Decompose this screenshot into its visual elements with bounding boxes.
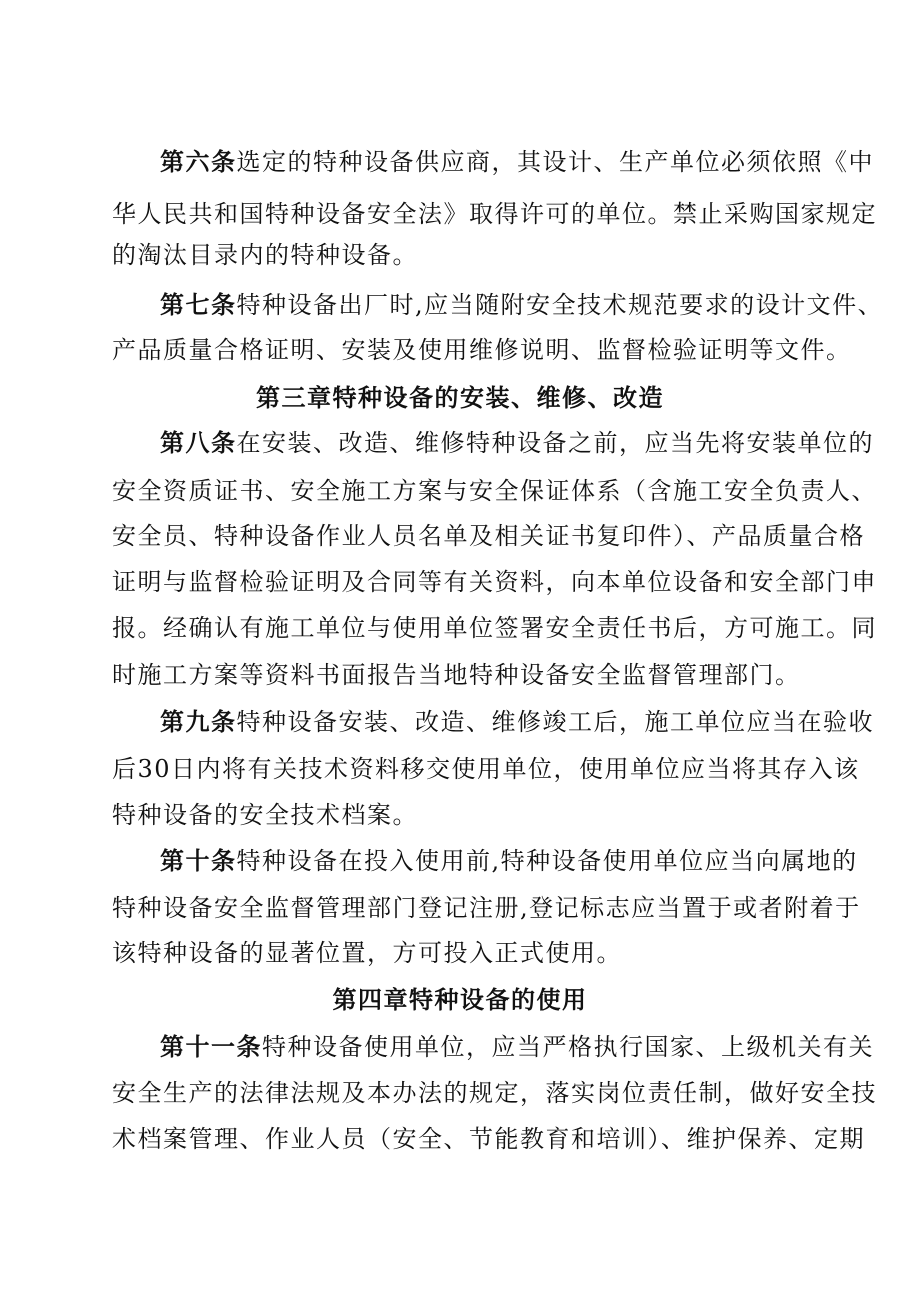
article-11-text: 特种设备使用单位，应当严格执行国家、上级机关有关	[262, 1033, 874, 1061]
article-10-label: 第十条	[160, 846, 237, 875]
article-6-line-3: 的淘汰目录内的特种设备。	[112, 241, 418, 269]
chapter-3-heading: 第三章特种设备的安装、维修、改造	[256, 383, 664, 412]
article-8-text: 在安装、改造、维修特种设备之前，应当先将安装单位的	[236, 429, 874, 457]
article-8-line-1	[160, 428, 874, 458]
article-9-text: 特种设备安装、改造、维修竣工后，施工单位应当在验收	[236, 708, 874, 736]
article-11-label: 第十一条	[160, 1032, 262, 1061]
article-8-line-6: 时施工方案等资料书面报告当地特种设备安全监督管理部门。	[112, 661, 801, 689]
chapter-4-heading: 第四章特种设备的使用	[332, 985, 588, 1014]
article-7-line-1	[160, 290, 884, 320]
article-8-line-2: 安全资质证书、安全施工方案与安全保证体系（含施工安全负责人、	[112, 477, 877, 505]
article-8-line-4: 证明与监督检验证明及合同等有关资料，向本单位设备和安全部门申	[112, 568, 877, 596]
article-6-line-1	[160, 147, 874, 177]
article-7-line-2: 产品质量合格证明、安装及使用维修说明、监督检验证明等文件。	[112, 336, 852, 364]
article-9-line-1	[160, 707, 874, 737]
article-10-text: 特种设备在投入使用前,特种设备使用单位应当向属地的	[236, 847, 858, 875]
article-8-label: 第八条	[160, 428, 237, 457]
article-7-label: 第七条	[160, 290, 237, 319]
article-6-line-2: 华人民共和国特种设备安全法》取得许可的单位。禁止采购国家规定	[112, 200, 877, 228]
article-8-line-3: 安全员、特种设备作业人员名单及相关证书复印件）、产品质量合格	[112, 522, 865, 550]
article-10-line-1	[160, 846, 858, 876]
article-8-line-5: 报。经确认有施工单位与使用单位签署安全责任书后，方可施工。同	[112, 614, 877, 642]
article-9-line-3: 特种设备的安全技术档案。	[112, 801, 418, 829]
article-10-line-2: 特种设备安全监督管理部门登记注册,登记标志应当置于或者附着于	[112, 894, 861, 922]
article-11-line-2: 安全生产的法律法规及本办法的规定，落实岗位责任制，做好安全技	[112, 1079, 877, 1107]
article-7-text: 特种设备出厂时,应当随附安全技术规范要求的设计文件、	[236, 291, 884, 319]
article-11-line-1	[160, 1032, 874, 1062]
article-11-line-3: 术档案管理、作业人员（安全、节能教育和培训）、维护保养、定期	[112, 1125, 865, 1153]
article-6-label: 第六条	[160, 147, 237, 176]
article-9-line-2: 后30日内将有关技术资料移交使用单位，使用单位应当将其存入该	[112, 755, 860, 783]
article-9-label: 第九条	[160, 707, 237, 736]
article-6-text: 选定的特种设备供应商，其设计、生产单位必须依照《中	[236, 148, 874, 176]
article-10-line-3: 该特种设备的显著位置，方可投入正式使用。	[112, 939, 622, 967]
